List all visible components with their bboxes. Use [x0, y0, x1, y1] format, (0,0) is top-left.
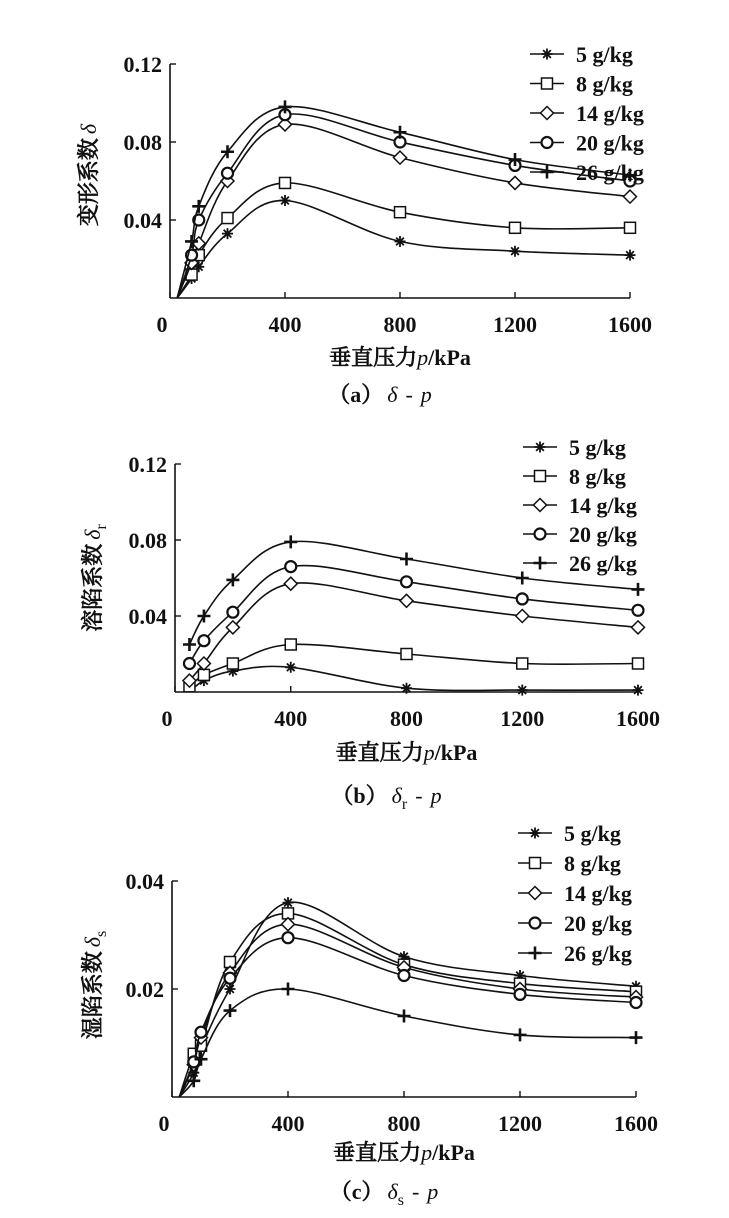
- y-tick-label: 0.08: [128, 528, 167, 553]
- y-axis-label-subscript: s: [93, 930, 110, 937]
- data-point-circle: [227, 607, 238, 618]
- x-axis-label-unit: /kPa: [428, 345, 471, 370]
- data-point-square: [227, 658, 238, 669]
- legend-marker-asterisk: [530, 828, 541, 839]
- series-group: [177, 177, 635, 298]
- legend-entry: [530, 101, 644, 126]
- panel-caption: [331, 783, 441, 813]
- legend-marker-diamond: [534, 499, 547, 512]
- legend-label: 8 g/kg: [576, 71, 633, 97]
- legend-label: 8 g/kg: [564, 851, 621, 876]
- chart-panel: [80, 435, 660, 813]
- y-tick-label: 0.02: [125, 977, 164, 1002]
- data-point-circle: [196, 1027, 207, 1038]
- legend-marker-square: [530, 858, 541, 869]
- data-point-diamond: [400, 594, 413, 607]
- x-tick-label: 1600: [608, 312, 652, 337]
- caption-prefix: （c）: [329, 1179, 384, 1204]
- data-point-square: [517, 658, 528, 669]
- legend-marker-asterisk: [535, 442, 546, 453]
- data-point-diamond: [632, 621, 645, 634]
- legend-label: 26 g/kg: [569, 551, 637, 576]
- data-point-plus: [282, 983, 295, 996]
- chart-panel: [80, 821, 658, 1209]
- y-axis-label-symbol: δ: [80, 529, 105, 540]
- legend-marker-square: [535, 471, 546, 482]
- legend-marker-plus: [529, 947, 542, 960]
- x-axis-label: [329, 345, 471, 370]
- data-point-circle: [401, 576, 412, 587]
- x-tick-label: 1600: [616, 706, 660, 731]
- y-axis-label: [80, 524, 110, 632]
- data-point-diamond: [284, 577, 297, 590]
- caption-p: p: [430, 783, 442, 808]
- data-point-square: [280, 177, 291, 188]
- y-tick-label: 0.04: [123, 208, 162, 233]
- series-line: [179, 989, 636, 1097]
- x-axis-label-symbol: p: [421, 1140, 433, 1165]
- panel-caption: [330, 1179, 439, 1209]
- data-point-circle: [285, 561, 296, 572]
- legend-entry: [523, 464, 626, 489]
- legend-marker-circle: [535, 529, 546, 540]
- y-axis-label-symbol: δ: [80, 936, 105, 948]
- series-group: [177, 100, 636, 298]
- x-tick-label: 1200: [498, 1111, 542, 1136]
- caption-p: p: [420, 382, 432, 407]
- data-point-asterisk: [633, 685, 644, 696]
- data-point-asterisk: [280, 195, 291, 206]
- x-tick-label: 800: [383, 312, 417, 337]
- legend-marker-circle: [530, 918, 541, 929]
- legend-marker-circle: [542, 137, 553, 148]
- legend-label: 5 g/kg: [569, 435, 626, 460]
- legend-entry: [518, 851, 621, 876]
- legend-entry: [518, 941, 632, 966]
- legend-label: 8 g/kg: [569, 464, 626, 489]
- caption-prefix: （a）: [328, 382, 384, 407]
- data-point-plus: [400, 553, 413, 566]
- data-point-square: [285, 639, 296, 650]
- x-tick-label: 400: [274, 706, 308, 731]
- x-axis-label-symbol: p: [417, 345, 429, 370]
- data-point-plus: [197, 610, 210, 623]
- data-point-circle: [399, 970, 410, 981]
- data-point-square: [633, 658, 644, 669]
- series-group: [177, 109, 635, 298]
- y-axis-label: [80, 931, 110, 1039]
- legend-marker-plus: [541, 166, 554, 179]
- series-group: [177, 195, 635, 298]
- y-tick-label: 0.08: [123, 130, 162, 155]
- legend-entry: [530, 131, 644, 156]
- legend-entry: [523, 493, 637, 518]
- data-point-square: [222, 213, 233, 224]
- legend-label: 20 g/kg: [564, 911, 632, 936]
- legend-label: 14 g/kg: [569, 493, 637, 518]
- legend-label: 14 g/kg: [564, 881, 632, 906]
- data-point-asterisk: [395, 236, 406, 247]
- legend-label: 20 g/kg: [569, 522, 637, 547]
- panel-caption: [328, 382, 432, 407]
- legend-entry: [530, 72, 633, 97]
- legend-entry: [530, 160, 644, 185]
- caption-prefix: （b）: [331, 783, 388, 808]
- data-point-circle: [517, 593, 528, 604]
- series-line: [189, 583, 638, 681]
- caption-subscript: s: [397, 1192, 404, 1209]
- data-point-asterisk: [510, 246, 521, 257]
- y-tick-label: 0.12: [123, 52, 162, 77]
- x-tick-label: 800: [390, 706, 423, 731]
- data-point-circle: [198, 635, 209, 646]
- legend-entry: [523, 435, 626, 460]
- y-axis-label: [76, 123, 101, 226]
- y-axis-label-text: 变形系数: [76, 138, 101, 227]
- legend-marker-diamond: [541, 107, 554, 120]
- data-point-square: [510, 222, 521, 233]
- legend-label: 14 g/kg: [576, 101, 644, 126]
- series-group: [179, 983, 642, 1098]
- x-axis-label: [336, 740, 478, 765]
- data-point-asterisk: [283, 897, 294, 908]
- x-axis-label-text: 垂直压力: [335, 740, 424, 765]
- legend-label: 5 g/kg: [576, 42, 633, 67]
- data-point-plus: [632, 583, 645, 596]
- caption-dash: -: [415, 783, 423, 808]
- data-point-plus: [630, 1031, 643, 1044]
- series-line: [177, 183, 630, 298]
- x-axis-label-unit: /kPa: [434, 740, 478, 765]
- data-point-plus: [183, 638, 196, 651]
- caption-symbol: δ: [387, 1179, 398, 1204]
- y-tick-label: 0.04: [125, 869, 164, 894]
- data-point-asterisk: [401, 683, 412, 694]
- data-point-circle: [631, 997, 642, 1008]
- caption-p: p: [427, 1179, 439, 1204]
- caption-symbol: δ: [387, 382, 398, 407]
- legend-label: 26 g/kg: [564, 941, 632, 966]
- series-group: [183, 577, 645, 687]
- x-tick-label: 400: [268, 312, 302, 337]
- legend-entry: [518, 821, 621, 846]
- data-point-diamond: [516, 610, 529, 623]
- caption-dash: -: [411, 1179, 420, 1204]
- legend-entry: [530, 42, 633, 67]
- series-group: [184, 561, 644, 669]
- x-tick-label: 0: [156, 312, 168, 337]
- legend-entry: [518, 881, 632, 906]
- legend-marker-plus: [534, 557, 547, 570]
- y-axis-label-subscript: r: [93, 524, 110, 530]
- data-point-plus: [514, 1028, 527, 1041]
- y-axis-label-text: 溶陷系数: [80, 543, 105, 632]
- data-point-asterisk: [285, 662, 296, 673]
- data-point-circle: [633, 605, 644, 616]
- legend-marker-diamond: [529, 887, 542, 900]
- x-axis-label: [333, 1140, 475, 1165]
- x-tick-label: 400: [271, 1111, 305, 1136]
- legend-marker-asterisk: [542, 49, 553, 60]
- y-axis-label-text: 湿陷系数: [80, 951, 105, 1040]
- data-point-square: [395, 207, 406, 218]
- series-group: [184, 639, 644, 692]
- data-point-diamond: [509, 176, 522, 189]
- caption-subscript: r: [401, 796, 408, 813]
- x-axis-label-text: 垂直压力: [329, 345, 418, 370]
- x-tick-label: 1600: [614, 1111, 658, 1136]
- series-group: [179, 908, 641, 1097]
- data-point-plus: [394, 126, 407, 139]
- legend-entry: [523, 522, 637, 547]
- x-tick-label: 800: [387, 1111, 421, 1136]
- series-line: [189, 666, 638, 692]
- data-point-circle: [283, 932, 294, 943]
- data-point-circle: [184, 658, 195, 669]
- y-tick-label: 0.04: [128, 604, 167, 629]
- x-axis-label-unit: /kPa: [432, 1140, 475, 1165]
- data-point-plus: [516, 572, 529, 585]
- data-point-square: [401, 649, 412, 660]
- legend-marker-square: [542, 78, 553, 89]
- data-point-plus: [284, 535, 297, 548]
- data-point-plus: [398, 1010, 411, 1023]
- legend-entry: [518, 911, 632, 936]
- series-line: [189, 644, 638, 686]
- data-point-asterisk: [517, 685, 528, 696]
- x-axis-label-symbol: p: [423, 740, 435, 765]
- data-point-circle: [225, 973, 236, 984]
- series-line: [189, 566, 638, 664]
- legend-label: 26 g/kg: [576, 160, 644, 185]
- data-point-circle: [222, 168, 233, 179]
- legend-label: 20 g/kg: [576, 130, 644, 156]
- legend-label: 5 g/kg: [564, 821, 621, 846]
- legend-entry: [523, 551, 637, 576]
- data-point-diamond: [624, 190, 637, 203]
- y-axis-label-symbol: δ: [76, 123, 101, 135]
- y-tick-label: 0.12: [128, 452, 167, 477]
- x-tick-label: 0: [161, 706, 173, 731]
- x-tick-label: 1200: [500, 706, 545, 731]
- series-group: [189, 662, 643, 696]
- data-point-diamond: [394, 151, 407, 164]
- caption-dash: -: [405, 382, 413, 407]
- x-axis-label-text: 垂直压力: [333, 1140, 422, 1165]
- data-point-square: [625, 222, 636, 233]
- caption-symbol: δ: [391, 783, 402, 808]
- data-point-asterisk: [625, 250, 636, 261]
- x-tick-label: 0: [158, 1111, 170, 1136]
- chart-panel: [76, 42, 652, 407]
- x-tick-label: 1200: [493, 312, 537, 337]
- data-point-asterisk: [225, 984, 236, 995]
- data-point-circle: [515, 989, 526, 1000]
